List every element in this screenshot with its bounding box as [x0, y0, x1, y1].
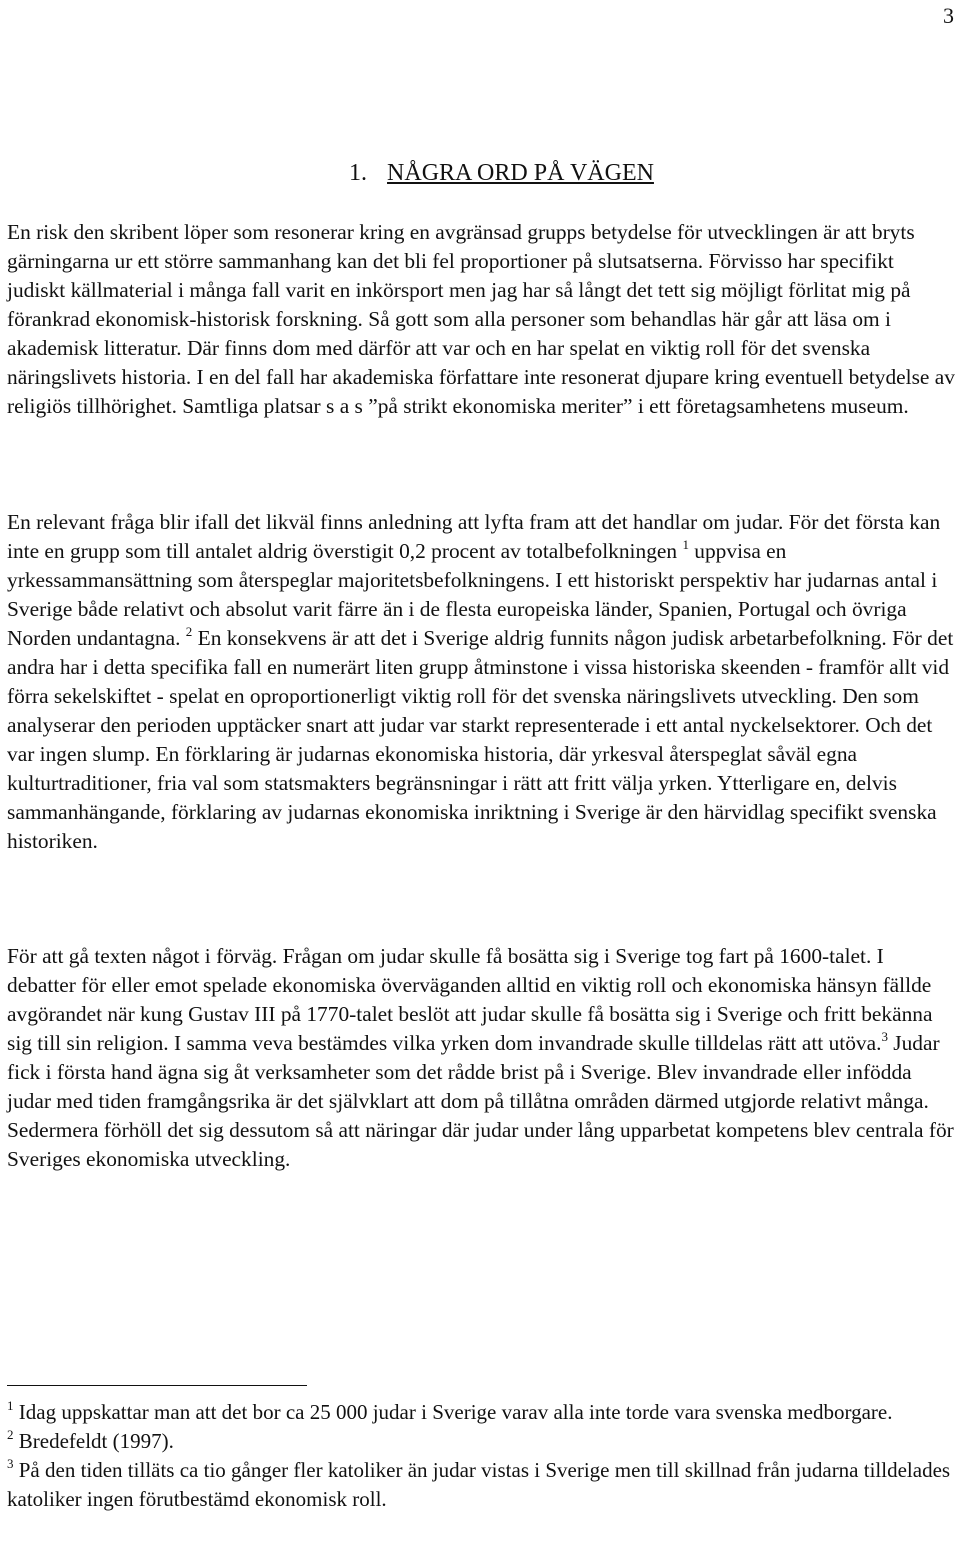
paragraph-intro: [7, 218, 955, 421]
footnote-marker-1: 1: [7, 1398, 14, 1413]
footnote-divider: [7, 1385, 307, 1386]
footnote-2: [7, 1427, 955, 1456]
footnote-text-1: Idag uppskattar man att det bor ca 25 000 judar i Sverige varav alla inte torde vara svenska medborgare.: [13, 1400, 893, 1424]
page-number: 3: [943, 3, 954, 28]
paragraph-history-text-2: Judar fick i första hand ägna sig åt verksamheter som det rådde brist på i Sverige. Blev invandrade eller infödda judar med tiden framgångsrika är det självklart att dom på tillåtna områden därmed utgjorde relativt många. Sedermera förhöll det sig dessutom så att näringar där judar under lång upparbetat kompetens blev centrala för Sveriges ekonomiska utveckling.: [7, 1031, 954, 1171]
footnote-marker-3: 3: [7, 1456, 14, 1471]
section-title: NÅGRA ORD PÅ VÄGEN: [387, 160, 654, 186]
footnotes: [7, 1398, 955, 1514]
section-number: 1.: [349, 160, 368, 186]
paragraph-relevance-text-3: En konsekvens är att det i Sverige aldrig funnits någon judisk arbetarbefolkning. För det andra har i detta specifika fall en numerärt liten grupp åtminstone i vissa historiska skeenden - framför allt vid förra sekelskiftet - spelat en oproportionerligt viktig roll för det svenska näringslivets utveckling. Den som analyserar den perioden upptäcker snart att judar var starkt representerade i ett antal nyckelsektorer. Och det var ingen slump. En förklaring är judarnas ekonomiska historia, där yrkesval återspeglat såväl egna kulturtraditioner, fria val som statsmakters begränsningar i rätt att fritt välja yrken. Ytterligare en, delvis sammanhängande, förklaring av judarnas ekonomiska inriktning i Sverige är den härvidlag specifikt svenska historiken.: [7, 626, 954, 853]
paragraph-relevance-text-2: uppvisa en yrkessammansättning som återspeglar majoritetsbefolkningens. I ett historiskt perspektiv har judarnas antal i Sverige både relativt och absolut varit färre än i de flesta europeiska länder, Spanien, Portugal och övriga Norden undantagna.: [7, 539, 938, 650]
section-heading: [0, 158, 960, 188]
footnote-ref-2[interactable]: 2: [185, 623, 193, 639]
footnote-1: [7, 1398, 955, 1427]
footnote-text-2: Bredefeldt (1997).: [13, 1429, 174, 1453]
paragraph-relevance-text-1: En relevant fråga blir ifall det likväl finns anledning att lyfta fram att det handlar om judar. För det första kan inte en grupp som till antalet aldrig överstigit 0,2 procent av totalbefolkningen: [7, 510, 941, 563]
paragraph-history: [7, 942, 955, 1174]
footnote-text-3: På den tiden tilläts ca tio gånger fler katoliker än judar vistas i Sverige men till skillnad från judarna tilldelades katoliker ingen förutbestämd ekonomisk roll.: [7, 1458, 951, 1511]
paragraph-relevance: [7, 508, 955, 856]
paragraph-history-text-1: För att gå texten något i förväg. Frågan om judar skulle få bosätta sig i Sverige tog fart på 1600-talet. I debatter för eller emot spelade ekonomiska överväganden alltid en viktig roll och ekonomiska hänsyn fällde avgörandet när kung Gustav III på 1770-talet beslöt att judar skulle få bosätta sig i Sverige och fritt bekänna sig till sin religion. I samma veva bestämdes vilka yrken dom invandrade skulle tilldelas rätt att utöva.: [7, 944, 933, 1055]
footnote-marker-2: 2: [7, 1427, 14, 1442]
footnote-3: [7, 1456, 955, 1514]
paragraph-intro-text: En risk den skribent löper som resonerar kring en avgränsad grupps betydelse för utvecklingen är att bryts gärningarna ur ett större sammanhang kan det bli fel proportioner på slutsatserna. Förvisso har specifikt judiskt källmaterial i många fall varit en inkörsport men jag har så långt det tett sig möjligt förlitat mig på förankrad ekonomisk-historisk forskning. Så gott som alla personer som behandlas här går att läsa om i akademisk litteratur. Där finns dom med därför att var och en har spelat en viktig roll för det svenska näringslivets historia. I en del fall har akademiska författare inte resonerat djupare kring eventuell betydelse av religiös tillhörighet. Samtliga platsar s a s ”på strikt ekonomiska meriter” i ett företagsamhetens museum.: [7, 220, 955, 418]
footnote-ref-1[interactable]: 1: [682, 536, 689, 552]
footnote-ref-3[interactable]: 3: [881, 1028, 888, 1044]
